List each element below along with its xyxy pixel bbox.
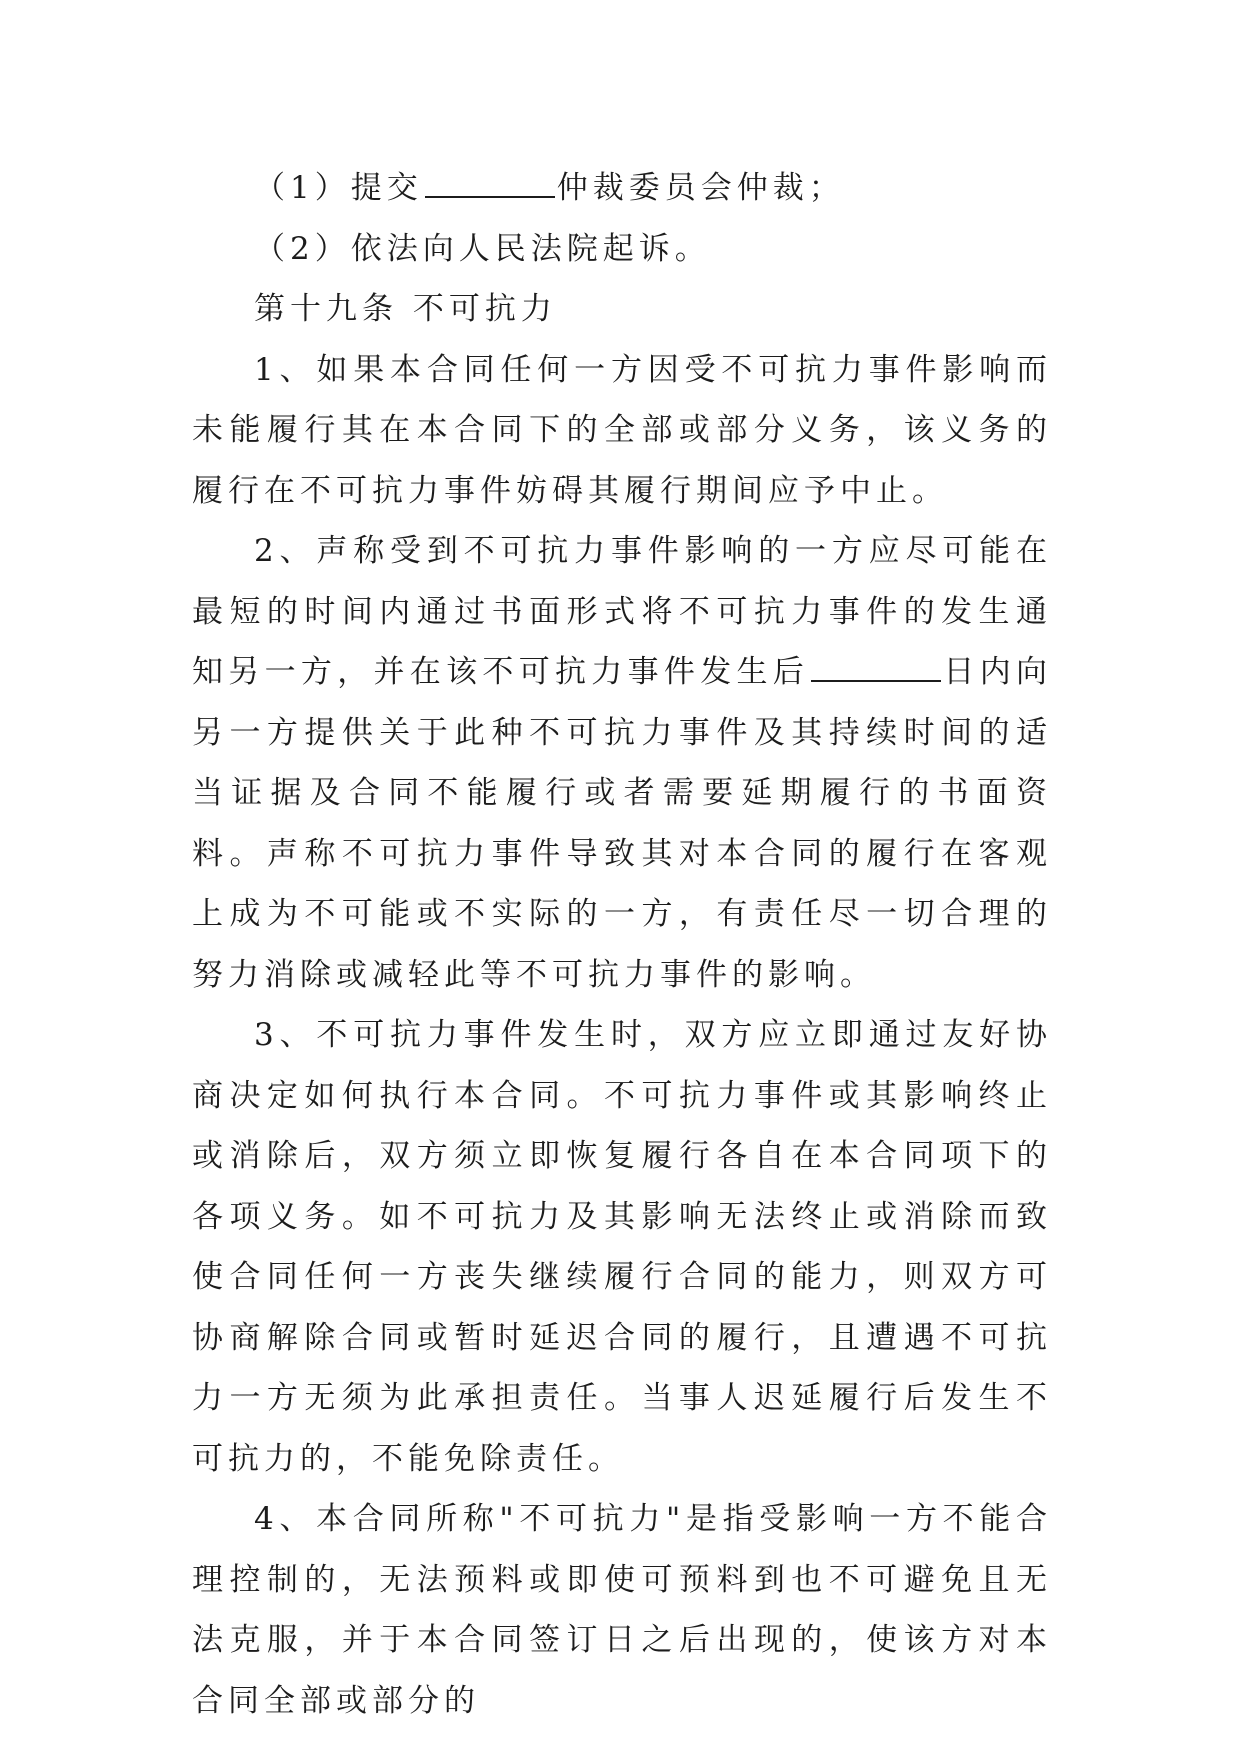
arbitration-option-1-prefix: （1）提交 xyxy=(254,170,423,206)
document-body xyxy=(192,158,1052,1731)
article-19-paragraph-2-prefix: 2、声称受到不可抗力事件影响的一方应尽可能在最短的时间内通过书面形式将不可抗力事件的发生通知另一方，并在该不可抗力事件发生后 xyxy=(192,533,1052,690)
arbitration-option-1 xyxy=(192,158,1052,219)
article-19-paragraph-4: 4、本合同所称"不可抗力"是指受影响一方不能合理控制的，无法预料或即使可预料到也不可避免且无法克服，并于本合同签订日之后出现的，使该方对本合同全部或部分的 xyxy=(192,1501,1052,1719)
arbitration-option-2: （2）依法向人民法院起诉。 xyxy=(254,230,711,267)
article-19-heading: 第十九条 不可抗力 xyxy=(254,291,557,327)
arbitration-commission-blank xyxy=(425,166,555,198)
article-19-paragraph-3: 3、不可抗力事件发生时，双方应立即通过友好协商决定如何执行本合同。不可抗力事件或其影响终止或消除后，双方须立即恢复履行各自在本合同项下的各项义务。如不可抗力及其影响无法终止或消除而致使合同任何一方丧失继续履行合同的能力，则双方可协商解除合同或暂时延迟合同的履行，且遭遇不可抗力一方无须为此承担责任。当事人迟延履行后发生不可抗力的，不能免除责任。 xyxy=(192,1017,1052,1477)
arbitration-option-1-suffix: 仲裁委员会仲裁； xyxy=(556,170,845,206)
article-19-paragraph-2 xyxy=(192,521,1052,1005)
notice-days-blank xyxy=(811,650,941,682)
article-19-paragraph-2-suffix: 日内向另一方提供关于此种不可抗力事件及其持续时间的适当证据及合同不能履行或者需要延期履行的书面资料。声称不可抗力事件导致其对本合同的履行在客观上成为不可能或不实际的一方，有责任尽一切合理的努力消除或减轻此等不可抗力事件的影响。 xyxy=(192,654,1053,993)
article-19-paragraph-1: 1、如果本合同任何一方因受不可抗力事件影响而未能履行其在本合同下的全部或部分义务，该义务的履行在不可抗力事件妨碍其履行期间应予中止。 xyxy=(192,351,1052,509)
